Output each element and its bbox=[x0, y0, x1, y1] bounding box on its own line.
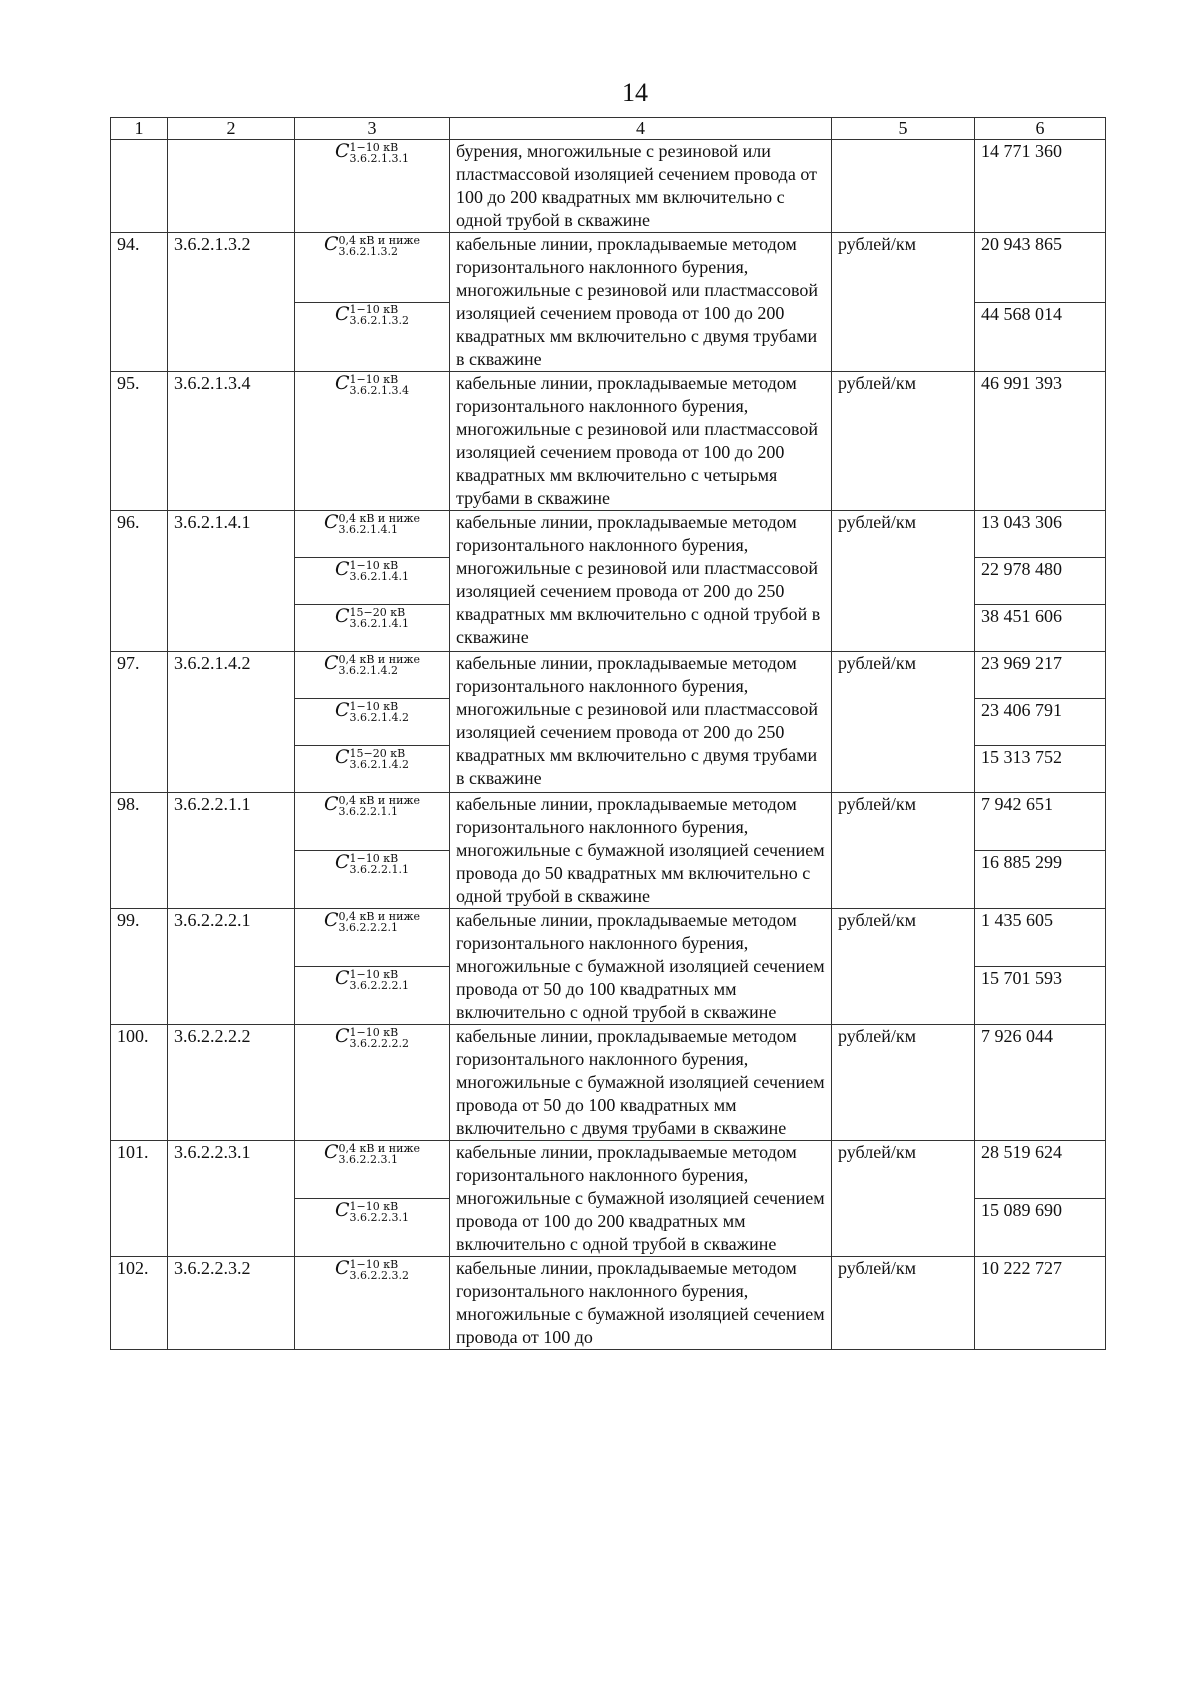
symbol-subscript: 3.6.2.1.3.1 bbox=[349, 151, 410, 165]
row-number bbox=[111, 140, 168, 233]
symbol-indices bbox=[350, 1201, 409, 1223]
row-unit: рублей/км bbox=[832, 1141, 975, 1257]
row-code: 3.6.2.1.4.1 bbox=[168, 511, 295, 652]
symbol-letter: C bbox=[334, 699, 350, 721]
voltage-symbol-cell bbox=[295, 793, 450, 851]
symbol-subscript: 3.6.2.2.3.1 bbox=[349, 1210, 410, 1224]
symbol-subscript: 3.6.2.1.4.2 bbox=[338, 663, 398, 677]
symbol-indices bbox=[338, 911, 420, 933]
table-body bbox=[111, 140, 1106, 1350]
symbol-letter: C bbox=[323, 511, 339, 533]
voltage-class: 0,4 кВ и ниже bbox=[338, 652, 421, 666]
voltage-class: 1−10 кВ bbox=[349, 1025, 399, 1039]
voltage-symbol-cell bbox=[295, 652, 450, 699]
table-row bbox=[111, 652, 1106, 699]
table-row bbox=[111, 793, 1106, 851]
row-value: 14 771 360 bbox=[975, 140, 1106, 233]
row-code: 3.6.2.1.3.4 bbox=[168, 372, 295, 511]
row-number: 94. bbox=[111, 233, 168, 372]
symbol-subscript: 3.6.2.1.4.2 bbox=[349, 710, 410, 724]
voltage-symbol-cell bbox=[295, 558, 450, 605]
symbol-subscript: 3.6.2.1.4.2 bbox=[349, 757, 410, 771]
table-row bbox=[111, 1025, 1106, 1141]
row-number: 97. bbox=[111, 652, 168, 793]
symbol-subscript: 3.6.2.2.1.1 bbox=[338, 804, 398, 818]
voltage-symbol-cell bbox=[295, 909, 450, 967]
symbol-letter: C bbox=[334, 302, 350, 325]
row-code: 3.6.2.1.3.2 bbox=[168, 233, 295, 372]
symbol-letter: C bbox=[334, 140, 350, 162]
symbol-indices bbox=[350, 1027, 409, 1049]
voltage-class: 0,4 кВ и ниже bbox=[338, 909, 421, 923]
voltage-class: 1−10 кВ bbox=[349, 1257, 399, 1271]
symbol-subscript: 3.6.2.1.4.1 bbox=[349, 616, 410, 630]
row-value: 28 519 624 bbox=[975, 1141, 1106, 1199]
row-unit: рублей/км bbox=[832, 1257, 975, 1350]
row-description: кабельные линии, прокладываемые методом горизонтального наклонного бурения, многожильные с резиновой или пластмассовой изоляцией сечением провода от 100 до 200 квадратных мм включительно с четырьмя трубами в скважине bbox=[450, 372, 832, 511]
row-code: 3.6.2.1.4.2 bbox=[168, 652, 295, 793]
symbol-letter: C bbox=[334, 1257, 350, 1279]
row-number: 98. bbox=[111, 793, 168, 909]
voltage-symbol-cell bbox=[295, 1199, 450, 1257]
voltage-class: 0,4 кВ и ниже bbox=[338, 1141, 421, 1155]
table-row bbox=[111, 140, 1106, 233]
symbol-subscript: 3.6.2.2.2.1 bbox=[338, 920, 398, 934]
row-code bbox=[168, 140, 295, 233]
symbol-letter: C bbox=[323, 1141, 339, 1163]
voltage-class: 1−10 кВ bbox=[349, 851, 399, 865]
row-description: кабельные линии, прокладываемые методом горизонтального наклонного бурения, многожильные с бумажной изоляцией сечением провода до 50 квадратных мм включительно с одной трубой в скважине bbox=[450, 793, 832, 909]
row-value: 15 701 593 bbox=[975, 967, 1106, 1025]
voltage-class: 1−10 кВ bbox=[349, 1199, 399, 1213]
row-description: кабельные линии, прокладываемые методом горизонтального наклонного бурения, многожильные с резиновой или пластмассовой изоляцией сечением провода от 100 до 200 квадратных мм включительно с двумя трубами в скважине bbox=[450, 233, 832, 372]
symbol-indices bbox=[350, 142, 409, 164]
symbol-indices bbox=[338, 795, 420, 817]
symbol-indices bbox=[350, 969, 409, 991]
symbol-subscript: 3.6.2.1.3.2 bbox=[338, 244, 398, 258]
voltage-symbol-cell bbox=[295, 140, 450, 233]
symbol-subscript: 3.6.2.2.2.2 bbox=[349, 1036, 410, 1050]
symbol-letter: C bbox=[334, 558, 350, 580]
symbol-letter: C bbox=[323, 909, 339, 931]
row-unit: рублей/км bbox=[832, 233, 975, 372]
symbol-letter: C bbox=[334, 1199, 350, 1221]
row-value: 10 222 727 bbox=[975, 1257, 1106, 1350]
row-code: 3.6.2.2.2.2 bbox=[168, 1025, 295, 1141]
voltage-symbol-cell bbox=[295, 1025, 450, 1141]
symbol-letter: C bbox=[323, 652, 339, 674]
row-value: 15 089 690 bbox=[975, 1199, 1106, 1257]
row-code: 3.6.2.2.1.1 bbox=[168, 793, 295, 909]
row-description: бурения, многожильные с резиновой или пластмассовой изоляцией сечением провода от 100 до 200 квадратных мм включительно с одной трубой в скважине bbox=[450, 140, 832, 233]
row-value: 1 435 605 bbox=[975, 909, 1106, 967]
table-row bbox=[111, 511, 1106, 558]
symbol-letter: C bbox=[334, 967, 350, 989]
voltage-symbol-cell bbox=[295, 746, 450, 793]
row-number: 99. bbox=[111, 909, 168, 1025]
row-value: 38 451 606 bbox=[975, 605, 1106, 652]
row-code: 3.6.2.2.3.2 bbox=[168, 1257, 295, 1350]
voltage-class: 1−10 кВ bbox=[349, 303, 399, 317]
symbol-subscript: 3.6.2.2.3.1 bbox=[338, 1152, 398, 1166]
column-header: 4 bbox=[450, 118, 832, 140]
row-value: 23 406 791 bbox=[975, 699, 1106, 746]
voltage-class: 15−20 кВ bbox=[349, 605, 406, 619]
voltage-class: 0,4 кВ и ниже bbox=[338, 511, 421, 525]
table-row bbox=[111, 1141, 1106, 1199]
row-description: кабельные линии, прокладываемые методом горизонтального наклонного бурения, многожильные с бумажной изоляцией сечением провода от 50 до 100 квадратных мм включительно с двумя трубами в скважине bbox=[450, 1025, 832, 1141]
row-code: 3.6.2.2.2.1 bbox=[168, 909, 295, 1025]
voltage-symbol-cell bbox=[295, 1141, 450, 1199]
voltage-symbol-cell bbox=[295, 302, 450, 372]
row-unit: рублей/км bbox=[832, 511, 975, 652]
table-row bbox=[111, 233, 1106, 303]
column-header: 2 bbox=[168, 118, 295, 140]
row-unit: рублей/км bbox=[832, 1025, 975, 1141]
table-header bbox=[111, 118, 1106, 140]
voltage-class: 0,4 кВ и ниже bbox=[338, 233, 421, 247]
symbol-letter: C bbox=[323, 233, 339, 255]
tariff-table bbox=[110, 117, 1106, 1350]
symbol-letter: C bbox=[334, 372, 350, 394]
symbol-subscript: 3.6.2.1.3.4 bbox=[349, 383, 410, 397]
symbol-letter: C bbox=[323, 793, 339, 815]
row-number: 102. bbox=[111, 1257, 168, 1350]
table-row bbox=[111, 909, 1106, 967]
column-header: 5 bbox=[832, 118, 975, 140]
symbol-letter: C bbox=[334, 605, 350, 627]
row-code: 3.6.2.2.3.1 bbox=[168, 1141, 295, 1257]
table-row bbox=[111, 1257, 1106, 1350]
symbol-subscript: 3.6.2.1.4.1 bbox=[349, 569, 410, 583]
row-value: 7 942 651 bbox=[975, 793, 1106, 851]
symbol-subscript: 3.6.2.1.4.1 bbox=[338, 522, 398, 536]
symbol-indices bbox=[350, 304, 409, 326]
column-header: 6 bbox=[975, 118, 1106, 140]
symbol-indices bbox=[338, 235, 420, 257]
symbol-indices bbox=[338, 513, 420, 535]
symbol-subscript: 3.6.2.2.3.2 bbox=[349, 1268, 410, 1282]
row-number: 100. bbox=[111, 1025, 168, 1141]
symbol-indices bbox=[338, 1143, 420, 1165]
table-row bbox=[111, 372, 1106, 511]
row-unit: рублей/км bbox=[832, 652, 975, 793]
symbol-subscript: 3.6.2.2.1.1 bbox=[349, 862, 410, 876]
row-description: кабельные линии, прокладываемые методом горизонтального наклонного бурения, многожильные с бумажной изоляцией сечением провода от 100 до bbox=[450, 1257, 832, 1350]
row-value: 16 885 299 bbox=[975, 851, 1106, 909]
voltage-symbol-cell bbox=[295, 605, 450, 652]
voltage-symbol-cell bbox=[295, 1257, 450, 1350]
header-row bbox=[111, 118, 1106, 140]
row-description: кабельные линии, прокладываемые методом горизонтального наклонного бурения, многожильные с бумажной изоляцией сечением провода от 100 до 200 квадратных мм включительно с одной трубой в скважине bbox=[450, 1141, 832, 1257]
symbol-indices bbox=[350, 701, 409, 723]
voltage-symbol-cell bbox=[295, 851, 450, 909]
voltage-class: 1−10 кВ bbox=[349, 967, 399, 981]
voltage-symbol-cell bbox=[295, 967, 450, 1025]
row-number: 95. bbox=[111, 372, 168, 511]
voltage-class: 1−10 кВ bbox=[349, 558, 399, 572]
symbol-subscript: 3.6.2.1.3.2 bbox=[349, 314, 410, 328]
voltage-symbol-cell bbox=[295, 699, 450, 746]
voltage-class: 15−20 кВ bbox=[349, 746, 406, 760]
row-unit: рублей/км bbox=[832, 909, 975, 1025]
row-unit: рублей/км bbox=[832, 372, 975, 511]
symbol-letter: C bbox=[334, 746, 350, 768]
symbol-indices bbox=[350, 607, 409, 629]
voltage-symbol-cell bbox=[295, 511, 450, 558]
row-value: 46 991 393 bbox=[975, 372, 1106, 511]
symbol-indices bbox=[350, 1259, 409, 1281]
symbol-indices bbox=[338, 654, 420, 676]
column-header: 3 bbox=[295, 118, 450, 140]
row-value: 13 043 306 bbox=[975, 511, 1106, 558]
row-value: 44 568 014 bbox=[975, 302, 1106, 372]
symbol-letter: C bbox=[334, 1025, 350, 1047]
row-description: кабельные линии, прокладываемые методом горизонтального наклонного бурения, многожильные с резиновой или пластмассовой изоляцией сечением провода от 200 до 250 квадратных мм включительно с двумя трубами в скважине bbox=[450, 652, 832, 793]
symbol-indices bbox=[350, 374, 409, 396]
row-number: 96. bbox=[111, 511, 168, 652]
row-unit bbox=[832, 140, 975, 233]
voltage-symbol-cell bbox=[295, 233, 450, 303]
row-value: 15 313 752 bbox=[975, 746, 1106, 793]
row-value: 20 943 865 bbox=[975, 233, 1106, 303]
voltage-symbol-cell bbox=[295, 372, 450, 511]
row-number: 101. bbox=[111, 1141, 168, 1257]
symbol-indices bbox=[350, 853, 409, 875]
symbol-indices bbox=[350, 560, 409, 582]
row-value: 23 969 217 bbox=[975, 652, 1106, 699]
page-number: 14 bbox=[622, 78, 648, 107]
voltage-class: 0,4 кВ и ниже bbox=[338, 793, 421, 807]
row-description: кабельные линии, прокладываемые методом горизонтального наклонного бурения, многожильные с резиновой или пластмассовой изоляцией сечением провода от 200 до 250 квадратных мм включительно с одной трубой в скважине bbox=[450, 511, 832, 652]
symbol-subscript: 3.6.2.2.2.1 bbox=[349, 978, 410, 992]
symbol-letter: C bbox=[334, 851, 350, 873]
voltage-class: 1−10 кВ bbox=[349, 372, 399, 386]
symbol-indices bbox=[350, 748, 409, 770]
column-header: 1 bbox=[111, 118, 168, 140]
row-value: 7 926 044 bbox=[975, 1025, 1106, 1141]
voltage-class: 1−10 кВ bbox=[349, 140, 399, 154]
row-description: кабельные линии, прокладываемые методом горизонтального наклонного бурения, многожильные с бумажной изоляцией сечением провода от 50 до 100 квадратных мм включительно с одной трубой в скважине bbox=[450, 909, 832, 1025]
row-value: 22 978 480 bbox=[975, 558, 1106, 605]
voltage-class: 1−10 кВ bbox=[349, 699, 399, 713]
row-unit: рублей/км bbox=[832, 793, 975, 909]
